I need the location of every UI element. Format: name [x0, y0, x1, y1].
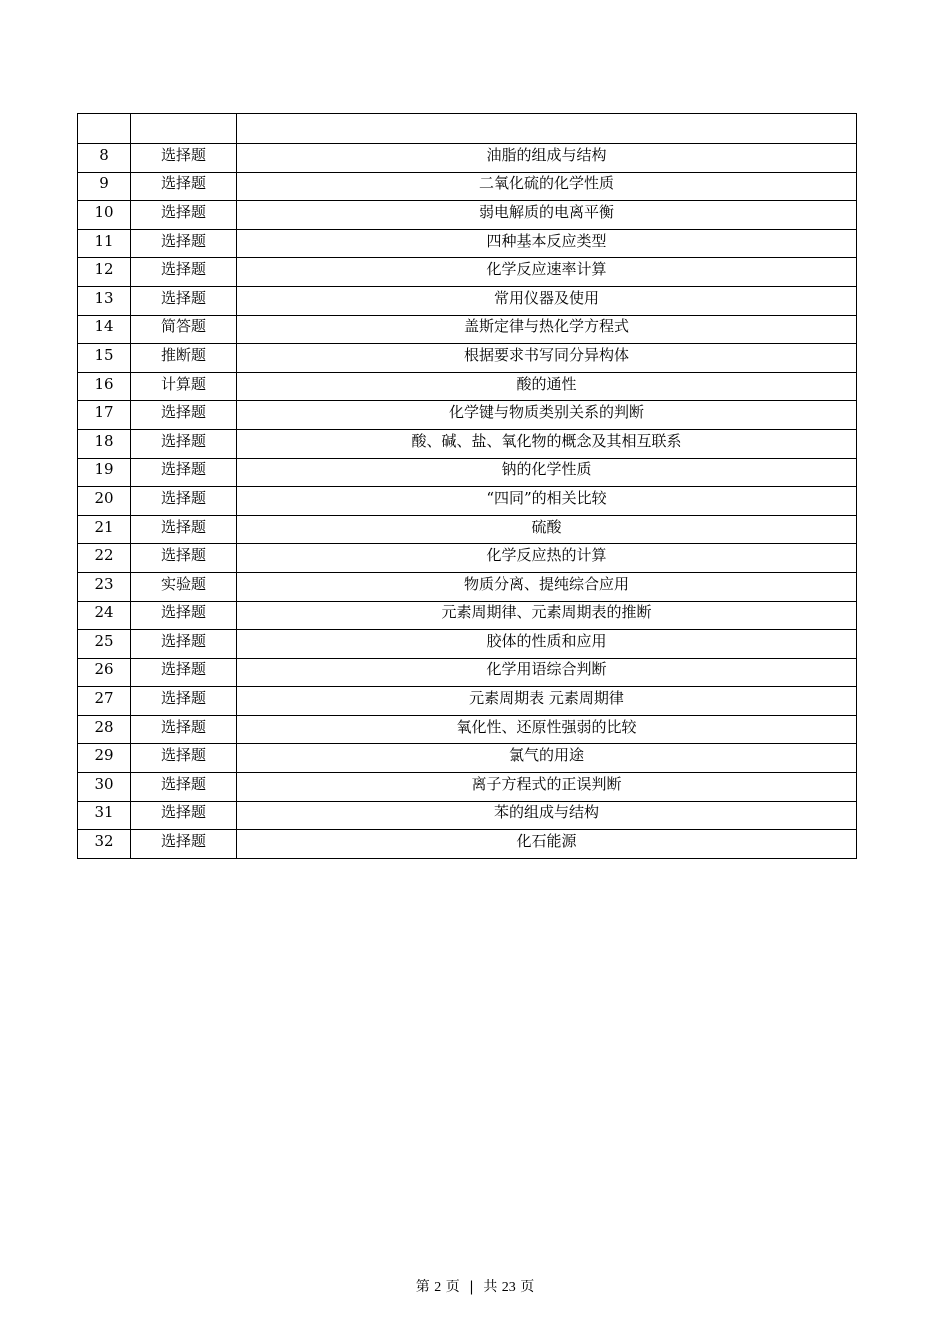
total-unit: 页 [520, 1279, 535, 1295]
question-number: 9 [78, 172, 131, 201]
table-row [78, 487, 857, 516]
table-row [78, 630, 857, 659]
knowledge-point: 元素周期表 元素周期律 [237, 687, 857, 716]
knowledge-point: 物质分离、提纯综合应用 [237, 572, 857, 601]
table-row [78, 544, 857, 573]
total-prefix: 共 [483, 1279, 498, 1295]
knowledge-point: 二氧化硫的化学性质 [237, 172, 857, 201]
knowledge-point: 油脂的组成与结构 [237, 144, 857, 173]
knowledge-point: 化学反应热的计算 [237, 544, 857, 573]
question-type: 选择题 [131, 630, 237, 659]
table-row [78, 458, 857, 487]
table-row [78, 687, 857, 716]
knowledge-point: 苯的组成与结构 [237, 801, 857, 830]
question-number: 26 [78, 658, 131, 687]
table-row [78, 286, 857, 315]
question-type: 选择题 [131, 658, 237, 687]
table-row [78, 429, 857, 458]
question-number: 16 [78, 372, 131, 401]
question-number: 32 [78, 830, 131, 859]
question-number: 8 [78, 144, 131, 173]
table-row [78, 201, 857, 230]
knowledge-point: 弱电解质的电离平衡 [237, 201, 857, 230]
table-row [78, 229, 857, 258]
table-row [78, 830, 857, 859]
question-number: 21 [78, 515, 131, 544]
question-number: 17 [78, 401, 131, 430]
question-number: 15 [78, 344, 131, 373]
question-number: 13 [78, 286, 131, 315]
table-row [78, 344, 857, 373]
knowledge-point: 离子方程式的正误判断 [237, 773, 857, 802]
table-row [78, 258, 857, 287]
question-number: 11 [78, 229, 131, 258]
question-type: 实验题 [131, 572, 237, 601]
knowledge-point: 化学用语综合判断 [237, 658, 857, 687]
page-footer [0, 1278, 950, 1297]
question-type: 选择题 [131, 401, 237, 430]
question-number: 25 [78, 630, 131, 659]
question-type: 选择题 [131, 429, 237, 458]
knowledge-point: 胶体的性质和应用 [237, 630, 857, 659]
question-number: 23 [78, 572, 131, 601]
question-type: 选择题 [131, 830, 237, 859]
knowledge-point: 盖斯定律与热化学方程式 [237, 315, 857, 344]
table-row [78, 744, 857, 773]
question-type: 选择题 [131, 515, 237, 544]
table-row [78, 144, 857, 173]
table-row [78, 401, 857, 430]
question-type: 选择题 [131, 544, 237, 573]
page-unit: 页 [445, 1279, 460, 1295]
page-current: 2 [434, 1280, 442, 1295]
knowledge-point-table [77, 113, 857, 859]
question-type: 选择题 [131, 201, 237, 230]
question-type: 选择题 [131, 286, 237, 315]
table-row [78, 372, 857, 401]
question-type: 推断题 [131, 344, 237, 373]
knowledge-point: 化学键与物质类别关系的判断 [237, 401, 857, 430]
question-number: 31 [78, 801, 131, 830]
knowledge-point: 元素周期律、元素周期表的推断 [237, 601, 857, 630]
page-separator: | [469, 1279, 474, 1295]
knowledge-point: 氧化性、还原性强弱的比较 [237, 715, 857, 744]
question-type: 计算题 [131, 372, 237, 401]
question-type: 选择题 [131, 773, 237, 802]
table-row [78, 658, 857, 687]
knowledge-point: 化石能源 [237, 830, 857, 859]
knowledge-point-table-body [78, 114, 857, 859]
question-type: 选择题 [131, 801, 237, 830]
knowledge-point: “四同”的相关比较 [237, 487, 857, 516]
question-type: 选择题 [131, 458, 237, 487]
question-type: 选择题 [131, 487, 237, 516]
question-number: 14 [78, 315, 131, 344]
knowledge-point: 根据要求书写同分异构体 [237, 344, 857, 373]
knowledge-point: 四种基本反应类型 [237, 229, 857, 258]
question-number: 20 [78, 487, 131, 516]
page-prefix: 第 [415, 1279, 430, 1295]
question-type: 选择题 [131, 144, 237, 173]
question-number: 18 [78, 429, 131, 458]
table-row [78, 572, 857, 601]
question-number: 12 [78, 258, 131, 287]
table-row [78, 773, 857, 802]
question-number: 19 [78, 458, 131, 487]
question-number: 28 [78, 715, 131, 744]
blank-cell-point [237, 114, 857, 144]
table-row [78, 172, 857, 201]
question-type: 选择题 [131, 258, 237, 287]
knowledge-point: 常用仪器及使用 [237, 286, 857, 315]
knowledge-point: 钠的化学性质 [237, 458, 857, 487]
question-type: 选择题 [131, 601, 237, 630]
question-number: 30 [78, 773, 131, 802]
question-number: 29 [78, 744, 131, 773]
blank-cell-number [78, 114, 131, 144]
table-header-blank-row [78, 114, 857, 144]
question-number: 22 [78, 544, 131, 573]
page-total: 23 [501, 1280, 516, 1295]
question-number: 24 [78, 601, 131, 630]
knowledge-point: 化学反应速率计算 [237, 258, 857, 287]
table-row [78, 515, 857, 544]
blank-cell-type [131, 114, 237, 144]
knowledge-point: 硫酸 [237, 515, 857, 544]
question-type: 选择题 [131, 744, 237, 773]
table-row [78, 715, 857, 744]
knowledge-point: 酸、碱、盐、氧化物的概念及其相互联系 [237, 429, 857, 458]
knowledge-point: 氯气的用途 [237, 744, 857, 773]
table-row [78, 601, 857, 630]
table-row [78, 315, 857, 344]
question-type: 选择题 [131, 172, 237, 201]
question-type: 选择题 [131, 687, 237, 716]
question-type: 简答题 [131, 315, 237, 344]
question-number: 10 [78, 201, 131, 230]
knowledge-point: 酸的通性 [237, 372, 857, 401]
table-row [78, 801, 857, 830]
question-number: 27 [78, 687, 131, 716]
question-type: 选择题 [131, 229, 237, 258]
question-type: 选择题 [131, 715, 237, 744]
